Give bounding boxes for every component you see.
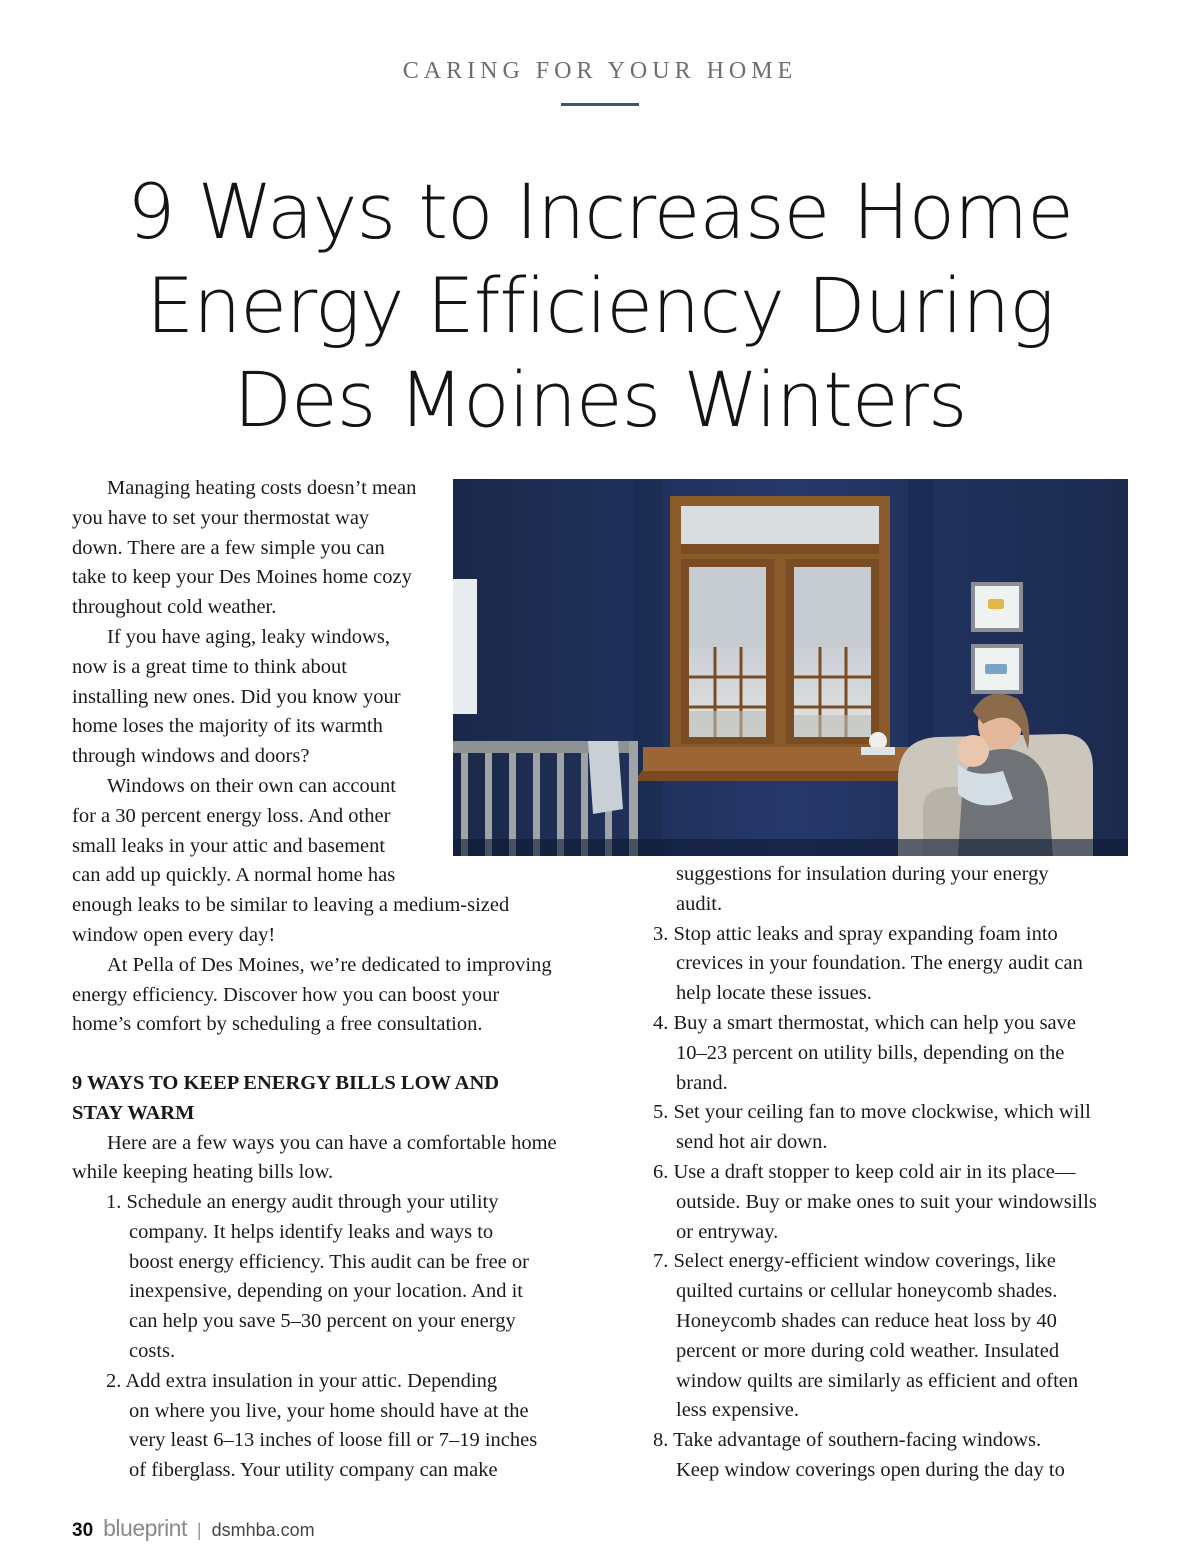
list-item-line: 5. Set your ceiling fan to move clockwise, which will: [653, 1101, 1091, 1124]
list-item-line: quilted curtains or cellular honeycomb shades.: [676, 1280, 1058, 1303]
text-line: enough leaks to be similar to leaving a medium-sized: [72, 894, 510, 917]
text-line: while keeping heating bills low.: [72, 1161, 334, 1184]
text-line: now is a great time to think about: [72, 655, 347, 678]
list-item-line: 10–23 percent on utility bills, depending on the: [676, 1041, 1065, 1064]
list-item-line: audit.: [676, 892, 723, 915]
text-line: can add up quickly. A normal home has: [72, 864, 396, 887]
article-title: [60, 165, 1140, 447]
text-line: installing new ones. Did you know your: [72, 685, 401, 708]
section-lead: [72, 1129, 612, 1189]
list-item-line: can help you save 5–30 percent on your energy: [129, 1310, 516, 1333]
page-number: 30: [72, 1520, 94, 1541]
list-item-line: on where you live, your home should have at the: [129, 1399, 529, 1422]
text-line: home’s comfort by scheduling a free consultation.: [72, 1013, 483, 1036]
list-item-line: or entryway.: [676, 1220, 779, 1243]
text-line: through windows and doors?: [72, 745, 310, 768]
list-item-line: 2. Add extra insulation in your attic. Depending: [106, 1369, 498, 1392]
title-line: 9 Ways to Increase Home: [127, 167, 1073, 256]
text-line: Windows on their own can account: [107, 774, 396, 797]
page-footer: [72, 1515, 315, 1545]
list-item-line: 1. Schedule an energy audit through your utility: [106, 1191, 499, 1213]
list-item-line: percent or more during cold weather. Insulated: [676, 1339, 1060, 1362]
list-item-line: inexpensive, depending on your location. And it: [129, 1280, 523, 1303]
list-item-line: window quilts are similarly as efficient and often: [676, 1369, 1079, 1392]
list-item-line: Honeycomb shades can reduce heat loss by 40: [676, 1309, 1057, 1332]
list-item-line: less expensive.: [676, 1399, 799, 1422]
list-item-line: outside. Buy or make ones to suit your windowsills: [676, 1190, 1097, 1213]
text-line: you have to set your thermostat way: [72, 506, 370, 529]
kicker-rule: [561, 103, 639, 106]
heading-line: 9 WAYS TO KEEP ENERGY BILLS LOW AND: [72, 1072, 500, 1094]
title-line: Des Moines Winters: [233, 355, 967, 444]
heading-line: STAY WARM: [72, 1101, 195, 1124]
list-item-line: suggestions for insulation during your energy: [676, 863, 1049, 885]
list-item-line: brand.: [676, 1071, 728, 1094]
list-item-line: company. It helps identify leaks and ways to: [129, 1220, 494, 1243]
text-line: At Pella of Des Moines, we’re dedicated to improving: [107, 953, 552, 976]
list-item-line: 6. Use a draft stopper to keep cold air in its place—: [653, 1160, 1076, 1183]
list-item-line: 3. Stop attic leaks and spray expanding foam into: [653, 922, 1058, 945]
section-block: [72, 1069, 612, 1188]
list-item-line: costs.: [129, 1339, 176, 1362]
footer-separator: |: [196, 1520, 202, 1540]
list-item-line: Keep window coverings open during the day to: [676, 1458, 1065, 1481]
text-line: down. There are a few simple you can: [72, 536, 385, 559]
list-item-line: boost energy efficiency. This audit can be free or: [129, 1250, 529, 1273]
text-line: take to keep your Des Moines home cozy: [72, 566, 412, 589]
tips-list-left: [106, 1188, 606, 1486]
text-line: Here are a few ways you can have a comfortable home: [107, 1131, 557, 1154]
text-line: energy efficiency. Discover how you can boost your: [72, 983, 500, 1006]
brand-logo: blueprint: [103, 1515, 187, 1541]
footer-site-link[interactable]: dsmhba.com: [211, 1520, 315, 1540]
list-item-line: of fiberglass. Your utility company can make: [129, 1459, 498, 1482]
text-line: small leaks in your attic and basement: [72, 834, 386, 857]
section-kicker: CARING FOR YOUR HOME: [402, 58, 798, 84]
intro-text: [72, 474, 602, 1040]
list-item-line: 4. Buy a smart thermostat, which can help you save: [653, 1011, 1076, 1034]
text-line: throughout cold weather.: [72, 596, 277, 619]
list-item-line: send hot air down.: [676, 1131, 828, 1154]
title-line: Energy Efficiency During: [146, 261, 1054, 350]
list-item-line: 7. Select energy-efficient window coverings, like: [653, 1250, 1056, 1273]
text-line: window open every day!: [72, 923, 276, 946]
section-heading: [72, 1069, 612, 1129]
text-line: home loses the majority of its warmth: [72, 715, 383, 738]
list-item-line: very least 6–13 inches of loose fill or 7–19 inches: [129, 1429, 538, 1452]
list-item-line: crevices in your foundation. The energy audit can: [676, 952, 1083, 975]
tips-list-right: [653, 860, 1153, 1486]
text-line: for a 30 percent energy loss. And other: [72, 804, 391, 827]
list-item-line: 8. Take advantage of southern-facing windows.: [653, 1429, 1042, 1452]
text-line: Managing heating costs doesn’t mean: [107, 477, 417, 499]
text-line: If you have aging, leaky windows,: [107, 625, 390, 648]
list-item-line: help locate these issues.: [676, 982, 872, 1005]
